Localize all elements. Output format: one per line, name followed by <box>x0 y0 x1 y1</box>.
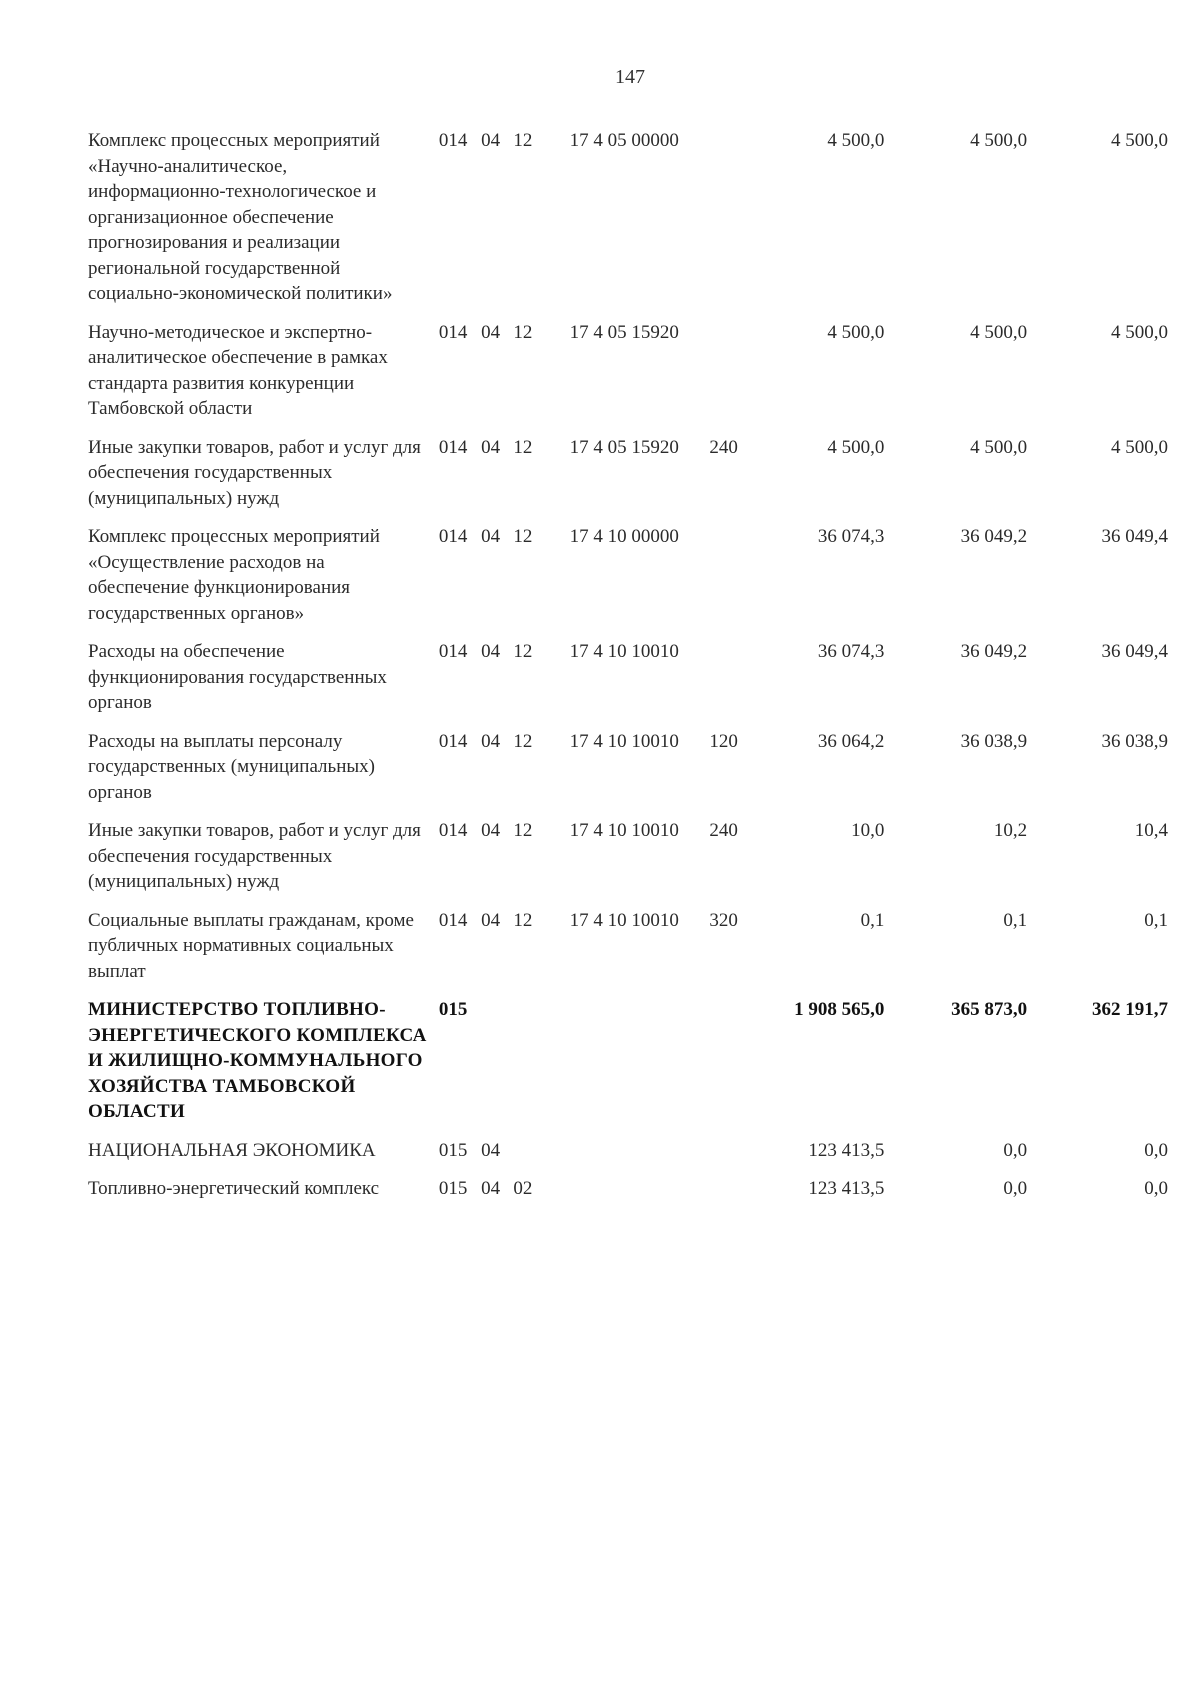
row-amount-year3: 36 038,9 <box>1101 730 1168 752</box>
row-section-code: 04 <box>481 1178 501 1199</box>
row-expense-type-code <box>703 524 753 639</box>
table-row <box>88 818 1168 908</box>
row-section-code: 04 <box>481 730 501 752</box>
row-subsection-code: 12 <box>513 321 533 343</box>
row-subsection-code: 12 <box>513 820 533 841</box>
row-section-code: 04 <box>481 130 501 151</box>
row-ved-code: 014 <box>438 526 468 547</box>
row-amount-year2: 10,2 <box>993 820 1028 841</box>
row-amount-year2: 4 500,0 <box>970 130 1028 151</box>
row-target-article-code <box>558 997 704 1138</box>
row-ved-code: 014 <box>438 730 468 752</box>
row-amount-year3: 0,0 <box>1144 1178 1168 1199</box>
table-row <box>88 435 1168 525</box>
row-ved-code: 014 <box>438 641 468 662</box>
row-amount-year1: 36 074,3 <box>817 526 885 547</box>
row-amount-year3: 10,4 <box>1134 820 1168 841</box>
row-name: Расходы на выплаты персоналу государственных (муниципальных) органов <box>88 730 375 803</box>
row-amount-year3: 0,1 <box>1144 909 1168 931</box>
row-section-code <box>477 997 513 1138</box>
table-body <box>88 128 1168 1215</box>
row-target-article-code: 17 4 10 10010 <box>569 730 679 752</box>
row-name: Комплекс процессных мероприятий «Осуществление расходов на обеспечение функционирования государственных органов» <box>88 526 380 624</box>
row-name: Комплекс процессных мероприятий «Научно-аналитическое, информационно-технологическое и организационное обеспечение прогнозирования и реализации региональной государственной социально-экономической политики» <box>88 130 393 304</box>
row-ved-code: 015 <box>438 999 468 1020</box>
row-expense-type-code: 120 <box>709 730 738 752</box>
row-name: Научно-методическое и экспертно-аналитическое обеспечение в рамках стандарта развития конкуренции Тамбовской области <box>88 321 388 419</box>
row-target-article-code <box>558 1176 704 1215</box>
row-section-code: 04 <box>481 1139 501 1161</box>
row-expense-type-code <box>703 1176 753 1215</box>
row-name: Социальные выплаты гражданам, кроме публичных нормативных социальных выплат <box>88 909 414 982</box>
row-amount-year2: 36 049,2 <box>960 526 1028 547</box>
row-subsection-code: 12 <box>513 641 533 662</box>
row-target-article-code: 17 4 10 10010 <box>569 820 679 841</box>
row-ved-code: 014 <box>438 436 468 458</box>
row-expense-type-code <box>703 639 753 729</box>
row-amount-year2: 0,0 <box>1003 1178 1028 1199</box>
row-section-code: 04 <box>481 820 501 841</box>
row-subsection-code: 12 <box>513 730 533 752</box>
table-row <box>88 908 1168 998</box>
row-ved-code: 014 <box>438 130 468 151</box>
row-target-article-code: 17 4 10 00000 <box>569 526 679 547</box>
row-amount-year1: 36 074,3 <box>817 641 885 662</box>
row-amount-year2: 0,1 <box>1003 909 1028 931</box>
row-name: МИНИСТЕРСТВО ТОПЛИВНО-ЭНЕРГЕТИЧЕСКОГО КОМПЛЕКСА И ЖИЛИЩНО-КОММУНАЛЬНОГО ХОЗЯЙСТВА ТАМБОВСКОЙ ОБЛАСТИ <box>88 999 427 1122</box>
row-subsection-code <box>513 1138 557 1177</box>
row-target-article-code: 17 4 05 15920 <box>569 436 679 458</box>
table-row <box>88 524 1168 639</box>
row-amount-year1: 36 064,2 <box>817 730 885 752</box>
row-subsection-code: 12 <box>513 909 533 931</box>
row-subsection-code <box>513 997 557 1138</box>
table-row <box>88 320 1168 435</box>
row-amount-year3: 362 191,7 <box>1092 999 1168 1020</box>
row-subsection-code: 02 <box>513 1178 533 1199</box>
table-row <box>88 639 1168 729</box>
row-section-code: 04 <box>481 436 501 458</box>
row-target-article-code <box>558 1138 704 1177</box>
row-ved-code: 014 <box>438 820 468 841</box>
table-row <box>88 1138 1168 1177</box>
row-amount-year2: 36 038,9 <box>960 730 1028 752</box>
row-section-code: 04 <box>481 526 501 547</box>
row-ved-code: 014 <box>438 321 468 343</box>
row-amount-year1: 1 908 565,0 <box>794 999 885 1020</box>
row-amount-year1: 4 500,0 <box>827 436 885 458</box>
row-expense-type-code <box>703 320 753 435</box>
table-row <box>88 1176 1168 1215</box>
row-expense-type-code <box>703 997 753 1138</box>
row-amount-year2: 36 049,2 <box>960 641 1028 662</box>
row-target-article-code: 17 4 05 00000 <box>569 130 679 151</box>
row-expense-type-code: 240 <box>709 820 738 841</box>
row-name: Иные закупки товаров, работ и услуг для обеспечения государственных (муниципальных) нужд <box>88 820 421 892</box>
row-target-article-code: 17 4 05 15920 <box>569 321 679 343</box>
row-amount-year1: 123 413,5 <box>808 1139 885 1161</box>
row-amount-year2: 4 500,0 <box>970 436 1028 458</box>
row-expense-type-code <box>703 1138 753 1177</box>
row-amount-year2: 365 873,0 <box>951 999 1028 1020</box>
row-amount-year3: 36 049,4 <box>1101 641 1168 662</box>
table-row <box>88 729 1168 819</box>
row-name: НАЦИОНАЛЬНАЯ ЭКОНОМИКА <box>88 1139 376 1161</box>
row-target-article-code: 17 4 10 10010 <box>569 641 679 662</box>
row-amount-year3: 0,0 <box>1144 1139 1168 1161</box>
row-section-code: 04 <box>481 321 501 343</box>
row-section-code: 04 <box>481 909 501 931</box>
row-subsection-code: 12 <box>513 526 533 547</box>
row-expense-type-code: 320 <box>709 909 738 931</box>
row-amount-year3: 4 500,0 <box>1111 436 1168 458</box>
row-amount-year2: 4 500,0 <box>970 321 1028 343</box>
row-amount-year2: 0,0 <box>1003 1139 1028 1161</box>
row-amount-year1: 10,0 <box>851 820 885 841</box>
budget-table <box>88 128 1168 1215</box>
table-row <box>88 997 1168 1138</box>
row-section-code: 04 <box>481 641 501 662</box>
row-amount-year3: 4 500,0 <box>1111 321 1168 343</box>
row-expense-type-code <box>703 128 753 320</box>
row-ved-code: 014 <box>438 909 468 931</box>
row-name: Иные закупки товаров, работ и услуг для обеспечения государственных (муниципальных) нужд <box>88 436 421 509</box>
row-subsection-code: 12 <box>513 436 533 458</box>
row-amount-year1: 123 413,5 <box>808 1178 885 1199</box>
row-name: Расходы на обеспечение функционирования государственных органов <box>88 641 387 713</box>
row-amount-year1: 4 500,0 <box>827 321 885 343</box>
row-subsection-code: 12 <box>513 130 533 151</box>
row-amount-year3: 36 049,4 <box>1101 526 1168 547</box>
row-amount-year1: 0,1 <box>860 909 885 931</box>
row-amount-year3: 4 500,0 <box>1111 130 1168 151</box>
row-ved-code: 015 <box>438 1178 468 1199</box>
row-amount-year1: 4 500,0 <box>827 130 885 151</box>
page-number: 147 <box>615 66 645 88</box>
row-expense-type-code: 240 <box>709 436 738 458</box>
row-target-article-code: 17 4 10 10010 <box>569 909 679 931</box>
table-row <box>88 128 1168 320</box>
row-ved-code: 015 <box>438 1139 468 1161</box>
row-name: Топливно-энергетический комплекс <box>88 1178 380 1199</box>
